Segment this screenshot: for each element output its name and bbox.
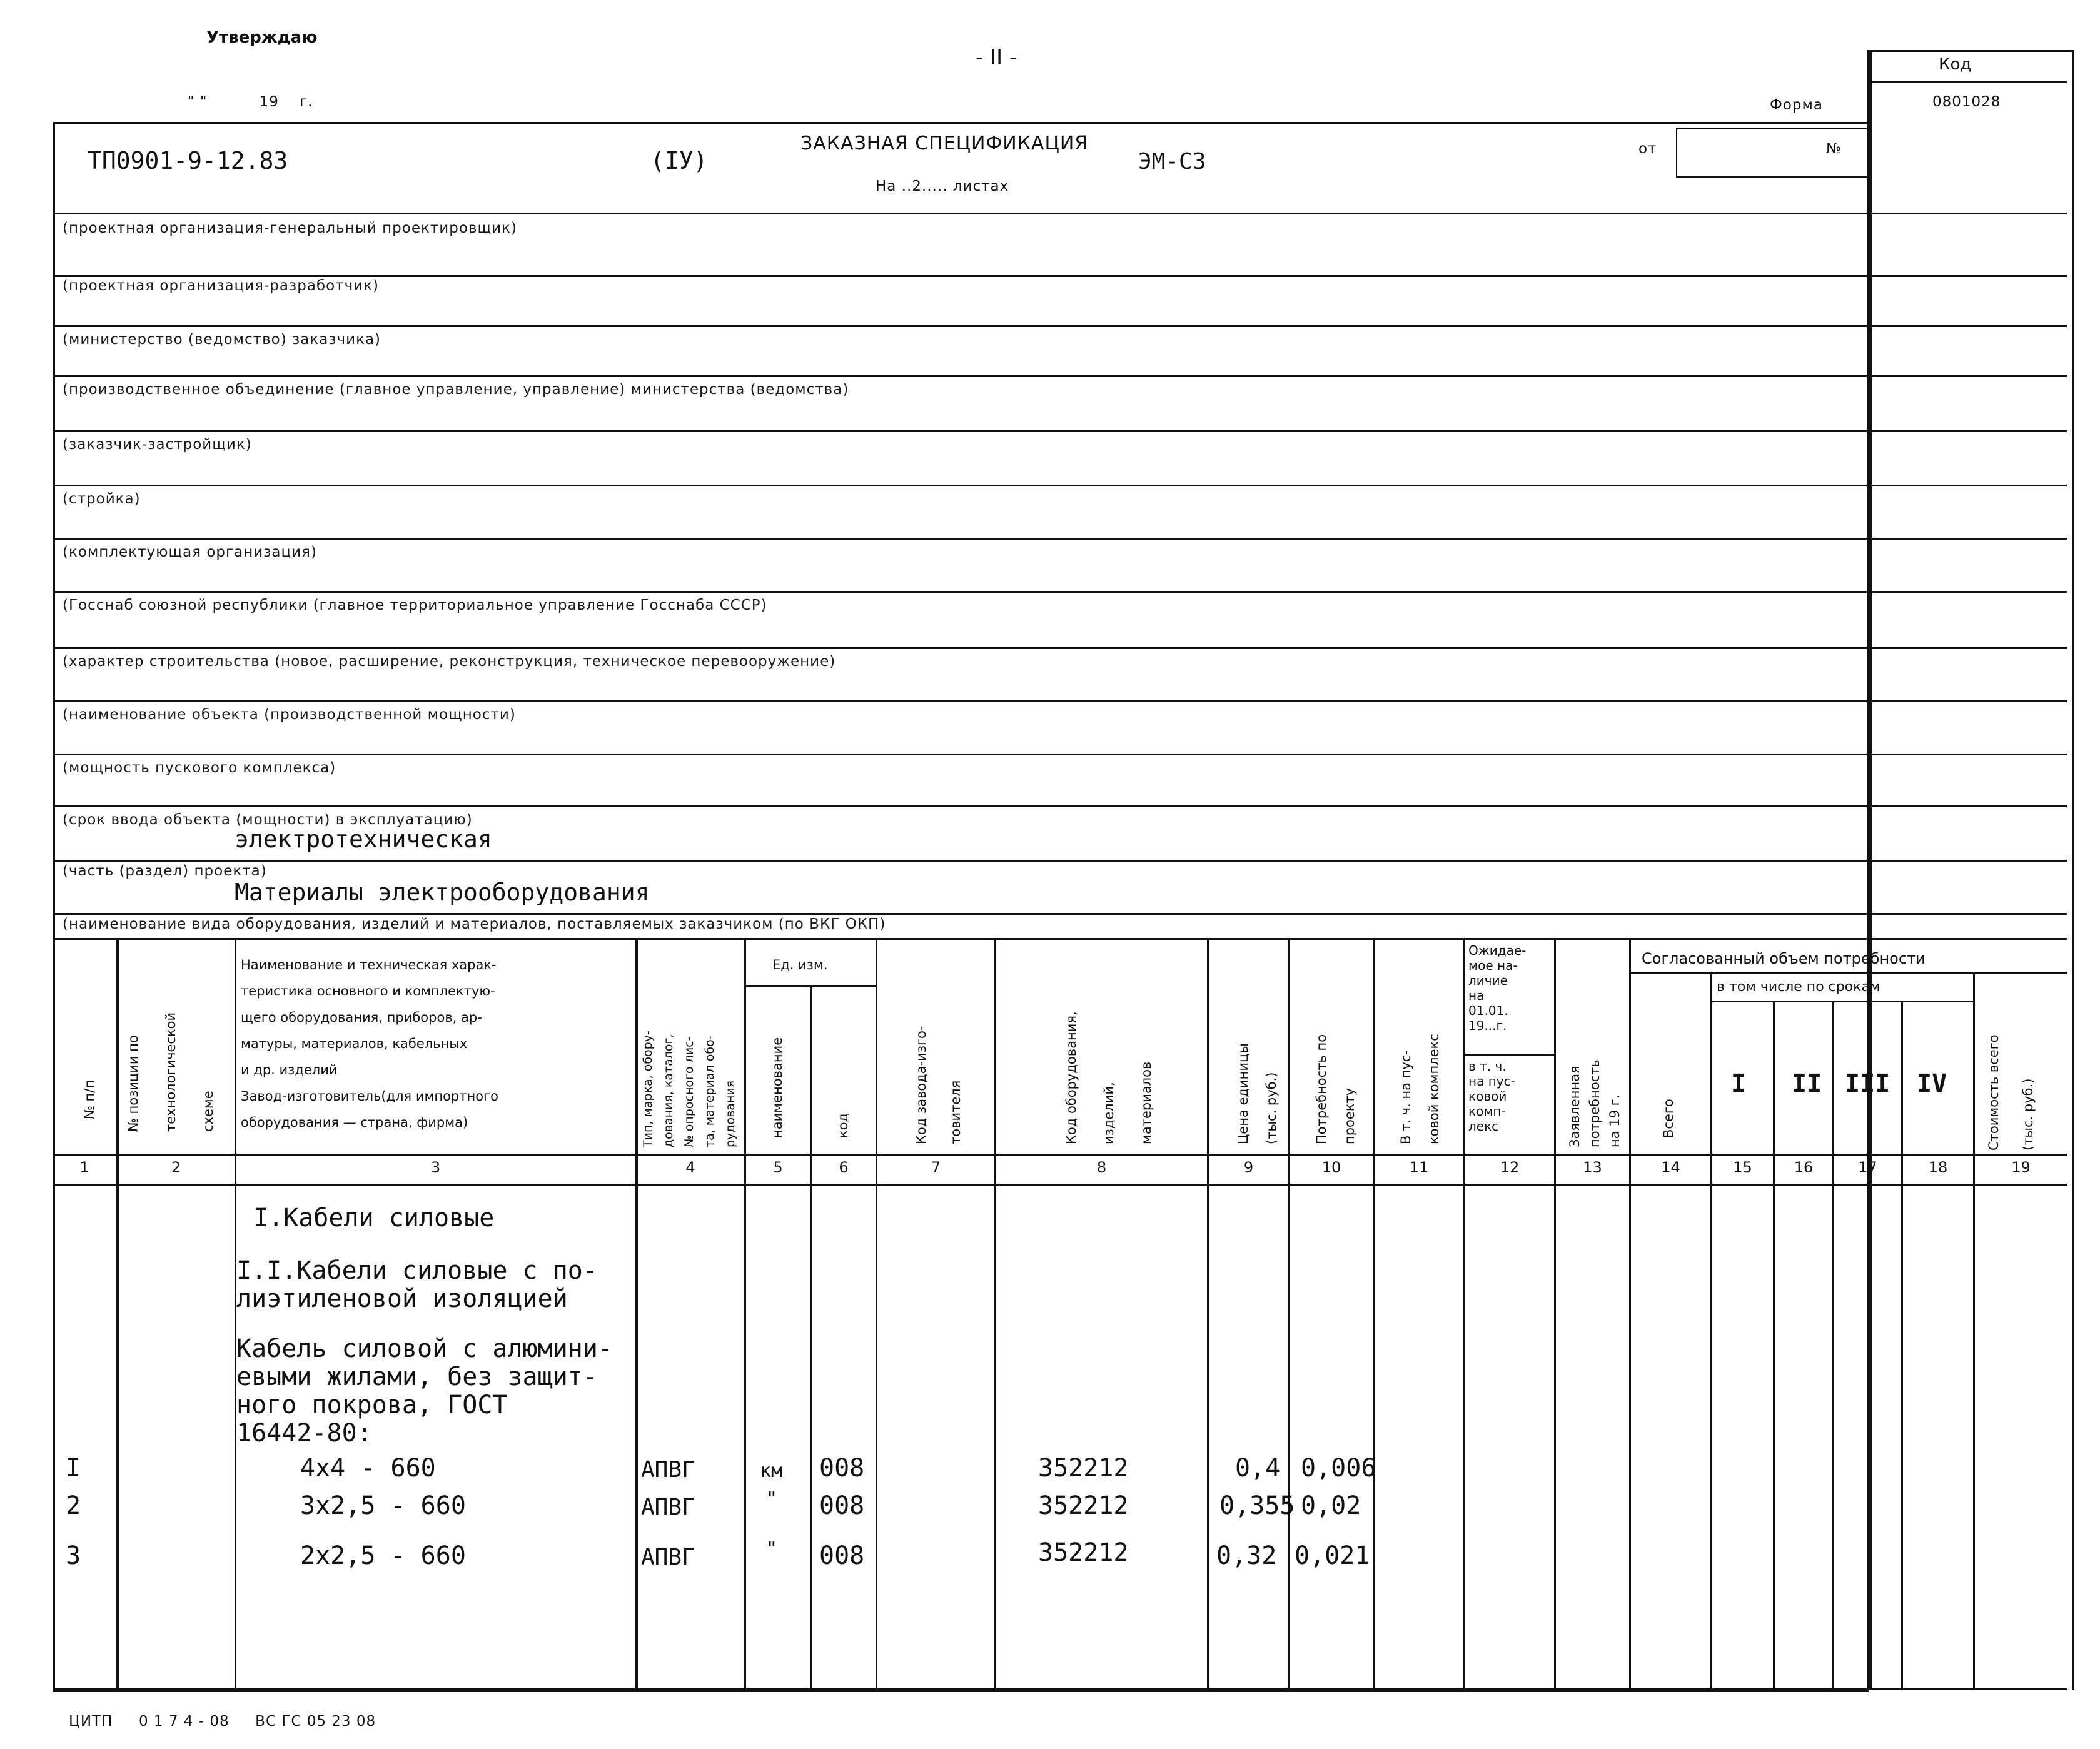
row3-price: 0,32 — [1216, 1541, 1277, 1570]
col12-l9: ковой — [1468, 1089, 1507, 1104]
colnum-15: 15 — [1733, 1159, 1752, 1176]
field-developer: (проектная организация-разработчик) — [63, 278, 379, 294]
field-commissioning-date: (срок ввода объекта (мощности) в эксплуатацию) — [63, 812, 473, 828]
field-association: (производственное объединение (главное управление, управление) министерства (ведомства) — [63, 381, 849, 398]
quarter-1: I — [1731, 1069, 1747, 1098]
col9-header-l1: Цена единицы — [1236, 1043, 1251, 1144]
col12-l8: на пус- — [1468, 1074, 1515, 1089]
field-object-name: (наименование объекта (производственной мощности) — [63, 707, 516, 723]
field-line — [53, 938, 2067, 940]
col19-header-l1: Стоимость всего — [1986, 1034, 2001, 1151]
header-bottom-line — [53, 1154, 2067, 1156]
row1-number: I — [66, 1454, 81, 1483]
row2-price: 0,355 — [1219, 1491, 1295, 1520]
col12-l11: лекс — [1468, 1119, 1499, 1134]
col8-header-l1: Код оборудования, — [1064, 1011, 1079, 1144]
field-line — [53, 213, 2067, 214]
col-sep — [1463, 938, 1465, 1688]
col12-l1: Ожидае- — [1468, 943, 1527, 958]
from-box — [1676, 128, 1869, 178]
form-label: Форма — [1770, 97, 1823, 113]
colnum-2: 2 — [171, 1159, 181, 1176]
approval-date-line: " " 19 г. — [188, 94, 313, 110]
description-l1: Кабель силовой с алюмини- — [236, 1334, 613, 1363]
row1-price: 0,4 — [1235, 1454, 1281, 1483]
col-sep — [116, 938, 119, 1688]
section-roman: (IУ) — [650, 147, 708, 174]
incl-header: в том числе по срокам — [1717, 979, 1880, 995]
col4-header-l4: та, материал обо- — [703, 1035, 717, 1147]
quarter-3: III — [1845, 1069, 1891, 1098]
col-sep — [810, 985, 812, 1688]
col12-l7: в т. ч. — [1468, 1059, 1507, 1074]
field-gossnab: (Госснаб союзной республики (главное территориальное управление Госснаба СССР) — [63, 597, 767, 613]
field-line — [53, 275, 2067, 277]
col3-header-l4: матуры, материалов, кабельных — [241, 1036, 468, 1051]
row2-type: АПВГ — [641, 1494, 695, 1520]
field-line — [53, 325, 2067, 327]
field-line — [53, 647, 2067, 649]
colnum-6: 6 — [839, 1159, 849, 1176]
agreed-header: Согласованный объем потребности — [1642, 950, 1926, 967]
cable-description — [236, 1335, 613, 1448]
col9-header-l2: (тыс. руб.) — [1264, 1072, 1279, 1144]
col-sep — [1773, 1001, 1775, 1688]
field-construction: (стройка) — [63, 491, 141, 507]
col-sep — [1832, 1001, 1834, 1688]
row2-name: 3х2,5 - 660 — [300, 1491, 466, 1520]
description-l3: ного покрова, ГОСТ — [236, 1391, 508, 1419]
row3-number: 3 — [66, 1541, 81, 1570]
description-l4: 16442-80: — [236, 1419, 372, 1448]
colnum-10: 10 — [1321, 1159, 1341, 1176]
col19-header-l2: (тыс. руб.) — [2021, 1078, 2036, 1151]
col8-header-l2: изделий, — [1101, 1082, 1116, 1144]
colnum-19: 19 — [2011, 1159, 2031, 1176]
colnum-12: 12 — [1500, 1159, 1520, 1176]
section-heading: I.Кабели силовые — [253, 1204, 495, 1232]
col-sep — [635, 938, 638, 1688]
col-sep — [1288, 938, 1290, 1688]
code-header-line — [1872, 81, 2067, 83]
description-l2: евыми жилами, без защит- — [236, 1363, 598, 1391]
colnum-14: 14 — [1661, 1159, 1680, 1176]
field-supplier-org: (комплектующая организация) — [63, 544, 317, 560]
col-sep — [876, 938, 877, 1688]
quarter-2: II — [1792, 1069, 1822, 1098]
spec-mark: ЭМ-С3 — [1138, 149, 1206, 174]
col-sep — [994, 938, 996, 1688]
incl-header-line — [1710, 1001, 1973, 1002]
row2-unit: " — [766, 1488, 778, 1510]
col13-header-l3: на 19 г. — [1607, 1094, 1622, 1147]
col12-header-b — [1468, 1059, 1515, 1134]
row3-name: 2х2,5 - 660 — [300, 1541, 466, 1570]
col5-header: наименование — [770, 1037, 785, 1138]
field-line — [53, 860, 2067, 862]
subsection-l1: I.I.Кабели силовые с по- — [236, 1256, 598, 1285]
field-customer: (заказчик-застройщик) — [63, 436, 252, 453]
col-sep — [744, 938, 746, 1688]
row1-unit: км — [760, 1460, 783, 1482]
colnum-1: 1 — [79, 1159, 89, 1176]
col12-l5: 01.01. — [1468, 1003, 1508, 1018]
colnum-16: 16 — [1794, 1159, 1814, 1176]
colnum-7: 7 — [931, 1159, 941, 1176]
row3-unit-code: 008 — [819, 1541, 865, 1570]
col4-header-l3: № опросного лис- — [682, 1036, 696, 1147]
field-ministry: (министерство (ведомство) заказчика) — [63, 331, 381, 348]
col11-header-l1: В т. ч. на пус- — [1398, 1050, 1413, 1144]
row2-number: 2 — [66, 1491, 81, 1520]
colnum-11: 11 — [1409, 1159, 1429, 1176]
col12-l6: 19...г. — [1468, 1018, 1507, 1033]
row3-type: АПВГ — [641, 1545, 695, 1570]
colnum-18: 18 — [1928, 1159, 1948, 1176]
col-sep — [1901, 1001, 1903, 1688]
col3-header-l6: Завод-изготовитель(для импортного — [241, 1089, 498, 1104]
from-label: от — [1638, 141, 1657, 157]
colnum-8: 8 — [1096, 1159, 1107, 1176]
row2-code: 352212 — [1038, 1491, 1129, 1520]
field-line — [53, 538, 2067, 540]
field-line — [53, 700, 2067, 702]
field-part-value: электротехническая — [235, 825, 492, 853]
col14-header: Всего — [1661, 1099, 1676, 1138]
col12-l4: на — [1468, 988, 1485, 1003]
field-equipment-kind-value: Материалы электрооборудования — [235, 879, 650, 906]
spec-title: ЗАКАЗНАЯ СПЕЦИФИКАЦИЯ — [800, 133, 1089, 154]
row3-unit: " — [766, 1538, 778, 1560]
row1-type: АПВГ — [641, 1457, 695, 1483]
colnum-3: 3 — [430, 1159, 441, 1176]
row1-code: 352212 — [1038, 1454, 1129, 1483]
col12-l2: мое на- — [1468, 958, 1518, 973]
col13-header-l2: потребность — [1587, 1059, 1602, 1147]
col3-header-l1: Наименование и техническая харак- — [241, 957, 497, 972]
field-general-designer: (проектная организация-генеральный проектировщик) — [63, 220, 517, 236]
field-line — [53, 754, 2067, 755]
col4-header-l5: рудования — [724, 1080, 737, 1147]
row1-unit-code: 008 — [819, 1454, 865, 1483]
field-line — [53, 591, 2067, 593]
field-line — [53, 913, 2067, 915]
units-header: Ед. изм. — [772, 957, 828, 972]
colnum-4: 4 — [685, 1159, 695, 1176]
col-sep — [1973, 972, 1975, 1688]
col2-header-line2: технологической — [163, 1012, 178, 1132]
code-column — [1867, 50, 2074, 1690]
col-sep — [1710, 972, 1712, 1688]
col-sep — [1629, 938, 1631, 1688]
col1-header: № п/п — [82, 1079, 97, 1119]
col2-header-line3: схеме — [201, 1091, 216, 1132]
col8-header-l3: материалов — [1139, 1061, 1154, 1144]
col3-header-l5: и др. изделий — [241, 1062, 338, 1077]
col3-header-l2: теристика основного и комплектую- — [241, 984, 495, 999]
agreed-header-line — [1629, 972, 2067, 974]
field-construction-type: (характер строительства (новое, расширение, реконструкция, техническое перевооружение) — [63, 653, 836, 670]
row1-name: 4х4 - 660 — [300, 1454, 436, 1483]
col3-header-l7: оборудования — страна, фирма) — [241, 1115, 468, 1130]
col12-mid-line — [1463, 1054, 1554, 1056]
col-sep — [1554, 938, 1556, 1688]
field-line — [53, 805, 2067, 807]
col-sep — [1373, 938, 1375, 1688]
col12-l3: личие — [1468, 973, 1508, 988]
field-capacity: (мощность пускового комплекса) — [63, 760, 336, 776]
row2-unit-code: 008 — [819, 1491, 865, 1520]
subsection-heading — [236, 1257, 598, 1313]
col12-header-a — [1468, 943, 1526, 1033]
numbers-bottom-line — [53, 1184, 2067, 1186]
field-line — [53, 430, 2067, 432]
col7-header-l1: Код завода-изго- — [914, 1026, 929, 1144]
row3-need: 0,021 — [1295, 1541, 1370, 1570]
col7-header-l2: товителя — [948, 1080, 963, 1144]
col12-l10: комп- — [1468, 1104, 1506, 1119]
number-label: № — [1826, 141, 1842, 157]
colnum-5: 5 — [773, 1159, 783, 1176]
row2-need: 0,02 — [1301, 1491, 1361, 1520]
col11-header-l2: ковой комплекс — [1426, 1034, 1441, 1144]
row3-code: 352212 — [1038, 1538, 1129, 1567]
page-number: - II - — [976, 45, 1017, 70]
col10-header-l1: Потребность по — [1314, 1034, 1329, 1144]
col4-header-l1: Тип, марка, обору- — [641, 1031, 655, 1147]
row1-need: 0,006 — [1301, 1454, 1376, 1483]
col13-header-l1: Заявленная — [1567, 1066, 1582, 1147]
col4-header-l2: дования, каталог, — [662, 1034, 675, 1147]
field-equipment-kind: (наименование вида оборудования, изделий и материалов, поставляемых заказчиком (по ВКГ ОКП) — [63, 916, 886, 932]
quarter-4: IV — [1917, 1069, 1947, 1098]
field-line — [53, 375, 2067, 377]
field-project-part: (часть (раздел) проекта) — [63, 863, 267, 879]
colnum-13: 13 — [1583, 1159, 1602, 1176]
footer-code: ЦИТП 0 1 7 4 - 08 ВС ГС 05 23 08 — [69, 1713, 376, 1730]
colnum-17: 17 — [1858, 1159, 1877, 1176]
sheets-count: На ..2..... листах — [876, 178, 1009, 194]
col2-header-line1: № позиции по — [126, 1035, 141, 1132]
col3-header-l3: щего оборудования, приборов, ар- — [241, 1010, 482, 1025]
code-header: Код — [1939, 55, 1972, 74]
col-sep — [235, 938, 236, 1688]
col6-header: код — [835, 1112, 851, 1138]
units-header-line — [744, 985, 876, 987]
colnum-9: 9 — [1243, 1159, 1254, 1176]
col10-header-l2: проекту — [1342, 1087, 1357, 1144]
col-sep — [1207, 938, 1209, 1688]
form-code: 0801028 — [1932, 94, 2001, 110]
subsection-l2: лиэтиленовой изоляцией — [236, 1284, 568, 1313]
project-code: ТП0901-9-12.83 — [88, 147, 288, 174]
field-line — [53, 485, 2067, 486]
approval-label: Утверждаю — [206, 28, 318, 47]
table-bottom-line — [53, 1688, 2067, 1690]
